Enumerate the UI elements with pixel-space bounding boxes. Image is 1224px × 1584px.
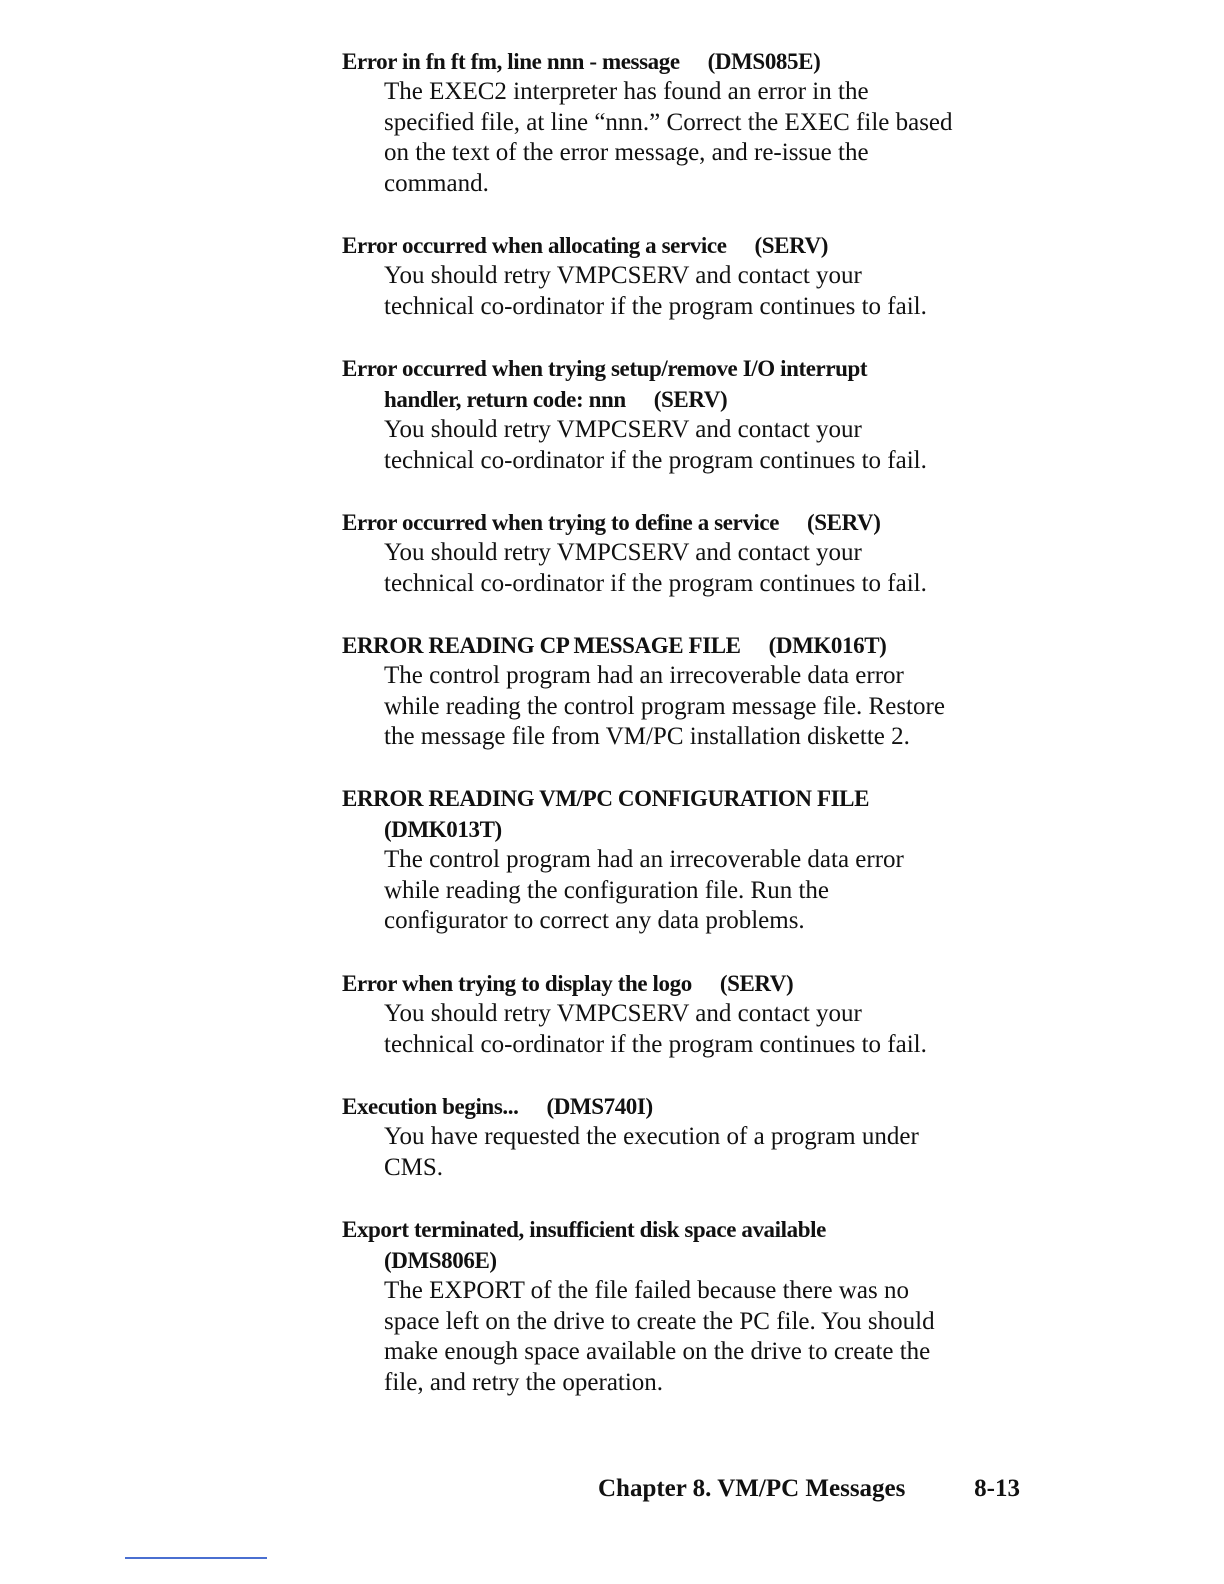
message-heading bbox=[342, 230, 1032, 261]
explanation-line: specified file, at line “nnn.” Correct the EXEC file based bbox=[384, 108, 953, 136]
message-text: Export terminated, insufficient disk space available bbox=[342, 1217, 826, 1242]
message-explanation bbox=[342, 1122, 1032, 1183]
explanation-line: command. bbox=[384, 169, 489, 197]
message-code: (DMS740I) bbox=[546, 1094, 653, 1119]
message-entry-dms806e bbox=[342, 1214, 1032, 1398]
message-heading bbox=[342, 1091, 1032, 1122]
message-heading bbox=[342, 353, 1032, 384]
explanation-line: You should retry VMPCSERV and contact your bbox=[384, 1000, 862, 1027]
message-explanation bbox=[342, 538, 1032, 599]
message-entry-serv-logo bbox=[342, 968, 1032, 1060]
message-code: (DMS806E) bbox=[384, 1248, 497, 1273]
explanation-line: CMS. bbox=[384, 1153, 444, 1181]
explanation-line: while reading the configuration file. Run the bbox=[384, 876, 830, 904]
page-number: 8-13 bbox=[974, 1475, 1020, 1502]
explanation-line: technical co-ordinator if the program continues to fail. bbox=[384, 446, 927, 474]
message-heading bbox=[342, 968, 1032, 999]
explanation-line: technical co-ordinator if the program continues to fail. bbox=[384, 292, 927, 320]
message-explanation bbox=[342, 261, 1032, 322]
explanation-line: The control program had an irrecoverable data error bbox=[384, 662, 904, 689]
message-text: handler, return code: nnn bbox=[384, 387, 626, 412]
message-heading-continuation bbox=[342, 384, 1032, 415]
explanation-line: make enough space available on the drive to create the bbox=[384, 1338, 931, 1366]
scan-edge-rule bbox=[125, 1557, 267, 1559]
message-entry-serv-allocating bbox=[342, 230, 1032, 322]
message-text: Error occurred when trying to define a service bbox=[342, 510, 780, 535]
message-heading bbox=[342, 783, 1032, 814]
page-footer bbox=[598, 1472, 1020, 1506]
message-explanation bbox=[342, 1276, 1032, 1398]
message-code: (SERV) bbox=[754, 233, 828, 258]
message-heading bbox=[342, 46, 1032, 77]
explanation-line: technical co-ordinator if the program continues to fail. bbox=[384, 569, 927, 597]
message-explanation bbox=[342, 77, 1032, 199]
message-entry-dmk013t bbox=[342, 783, 1032, 937]
explanation-line: while reading the control program message file. Restore bbox=[384, 692, 945, 720]
message-entry-dms740i bbox=[342, 1091, 1032, 1183]
explanation-line: The EXEC2 interpreter has found an error in the bbox=[384, 78, 869, 105]
message-text: ERROR READING VM/PC CONFIGURATION FILE bbox=[342, 786, 870, 811]
explanation-line: The control program had an irrecoverable data error bbox=[384, 846, 904, 873]
message-code: (SERV) bbox=[807, 510, 881, 535]
message-entry-serv-define bbox=[342, 507, 1032, 599]
explanation-line: You should retry VMPCSERV and contact your bbox=[384, 262, 862, 289]
message-heading bbox=[342, 1214, 1032, 1245]
message-entry-dmk016t bbox=[342, 630, 1032, 753]
message-entry-serv-interrupt-handler bbox=[342, 353, 1032, 476]
message-heading-continuation bbox=[342, 1245, 1032, 1276]
message-text: Error when trying to display the logo bbox=[342, 971, 692, 996]
message-entry-dms085e bbox=[342, 46, 1032, 199]
explanation-line: You have requested the execution of a program under bbox=[384, 1123, 919, 1150]
explanation-line: The EXPORT of the file failed because there was no bbox=[384, 1277, 909, 1304]
message-text: ERROR READING CP MESSAGE FILE bbox=[342, 633, 741, 658]
message-text: Error in fn ft fm, line nnn - message bbox=[342, 49, 680, 74]
message-explanation bbox=[342, 845, 1032, 937]
explanation-line: space left on the drive to create the PC file. You should bbox=[384, 1307, 935, 1335]
explanation-line: You should retry VMPCSERV and contact your bbox=[384, 539, 862, 566]
message-heading bbox=[342, 507, 1032, 538]
message-code: (DMK013T) bbox=[384, 817, 502, 842]
message-explanation bbox=[342, 415, 1032, 476]
message-code: (DMK016T) bbox=[768, 633, 887, 658]
chapter-title: Chapter 8. VM/PC Messages bbox=[598, 1475, 906, 1502]
explanation-line: technical co-ordinator if the program continues to fail. bbox=[384, 1030, 927, 1058]
message-text: Execution begins... bbox=[342, 1094, 519, 1119]
explanation-line: file, and retry the operation. bbox=[384, 1368, 664, 1396]
message-explanation bbox=[342, 999, 1032, 1060]
message-code: (DMS085E) bbox=[707, 49, 821, 74]
message-code: (SERV) bbox=[719, 971, 794, 996]
explanation-line: the message file from VM/PC installation diskette 2. bbox=[384, 723, 910, 751]
explanation-line: You should retry VMPCSERV and contact your bbox=[384, 416, 862, 443]
message-text: Error occurred when allocating a service bbox=[342, 233, 727, 258]
message-explanation bbox=[342, 661, 1032, 753]
explanation-line: configurator to correct any data problems. bbox=[384, 907, 805, 935]
message-heading bbox=[342, 630, 1032, 661]
message-text: Error occurred when trying setup/remove I/O interrupt bbox=[342, 356, 868, 381]
explanation-line: on the text of the error message, and re-issue the bbox=[384, 139, 869, 167]
message-code: (SERV) bbox=[653, 387, 728, 412]
message-heading-continuation bbox=[342, 814, 1032, 845]
